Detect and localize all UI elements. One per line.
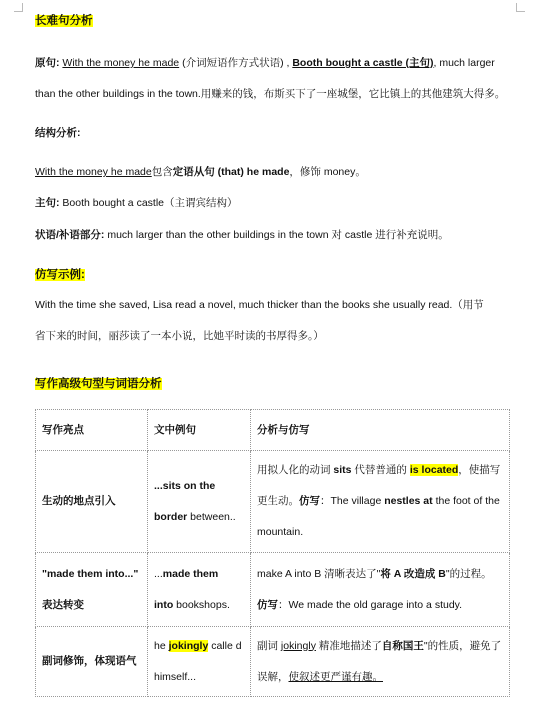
imitation-example: With the time she saved, Lisa read a novel, much thicker than the books she usually read.（用节 省下来的时间，丽莎读了一本小说，比她平时读的书厚得多。） [35, 299, 484, 342]
highlight-label-cell: "made them into..." 表达转变 [36, 553, 148, 627]
page-corner-mark-right [516, 3, 525, 12]
analysis-cell: 用拟人化的动词 sits 代替普通的 is located，使描写更生动。仿写：The village nestles at the foot of the mountain. [251, 451, 510, 553]
table-row [36, 553, 510, 627]
highlight-label-cell: 生动的地点引入 [36, 451, 148, 553]
table-header-cell: 分析与仿写 [251, 410, 510, 451]
table-row [36, 627, 510, 697]
table-header-cell: 文中例句 [148, 410, 251, 451]
structure-line-adverbial: 状语/补语部分: much larger than the other buildings in the town 对 castle 进行补充说明。 [35, 229, 449, 241]
table-header-row [36, 410, 510, 451]
original-sentence-paragraph: 原句: With the money he made (介词短语作方式状语) , Booth bought a castle (主句), much larger than the other buildings in the town.用赚来的钱，布斯买下了一座城堡，它比镇上的其他建筑大得多。 [35, 57, 506, 100]
writing-analysis-table [35, 409, 510, 697]
structure-line-main-clause: 主句: Booth bought a castle（主谓宾结构） [35, 197, 238, 209]
section-heading-writing-analysis: 写作高级句型与词语分析 [35, 378, 162, 390]
imitation-heading: 仿写示例: [35, 269, 85, 281]
highlight-label-cell: 副词修饰，体现语气 [36, 627, 148, 697]
table-header-cell: 写作亮点 [36, 410, 148, 451]
structure-heading: 结构分析: [35, 127, 81, 139]
table-row [36, 451, 510, 553]
analysis-cell: 副词 jokingly 精准地描述了自称国王"的性质，避免了误解，使叙述更严谨有趣。 [251, 627, 510, 697]
page-corner-mark-left [14, 3, 23, 12]
structure-line-attributive: With the money he made包含定语从句 (that) he made，修饰 money。 [35, 166, 366, 178]
example-sentence-cell: ...made them into bookshops. [148, 553, 251, 627]
analysis-cell: make A into B 清晰表达了"将 A 改造成 B"的过程。 仿写：We made the old garage into a study. [251, 553, 510, 627]
section-heading-long-sentence: 长难句分析 [35, 15, 93, 27]
example-sentence-cell: ...sits on the border between.. [148, 451, 251, 553]
example-sentence-cell: he jokingly calle d himself... [148, 627, 251, 697]
